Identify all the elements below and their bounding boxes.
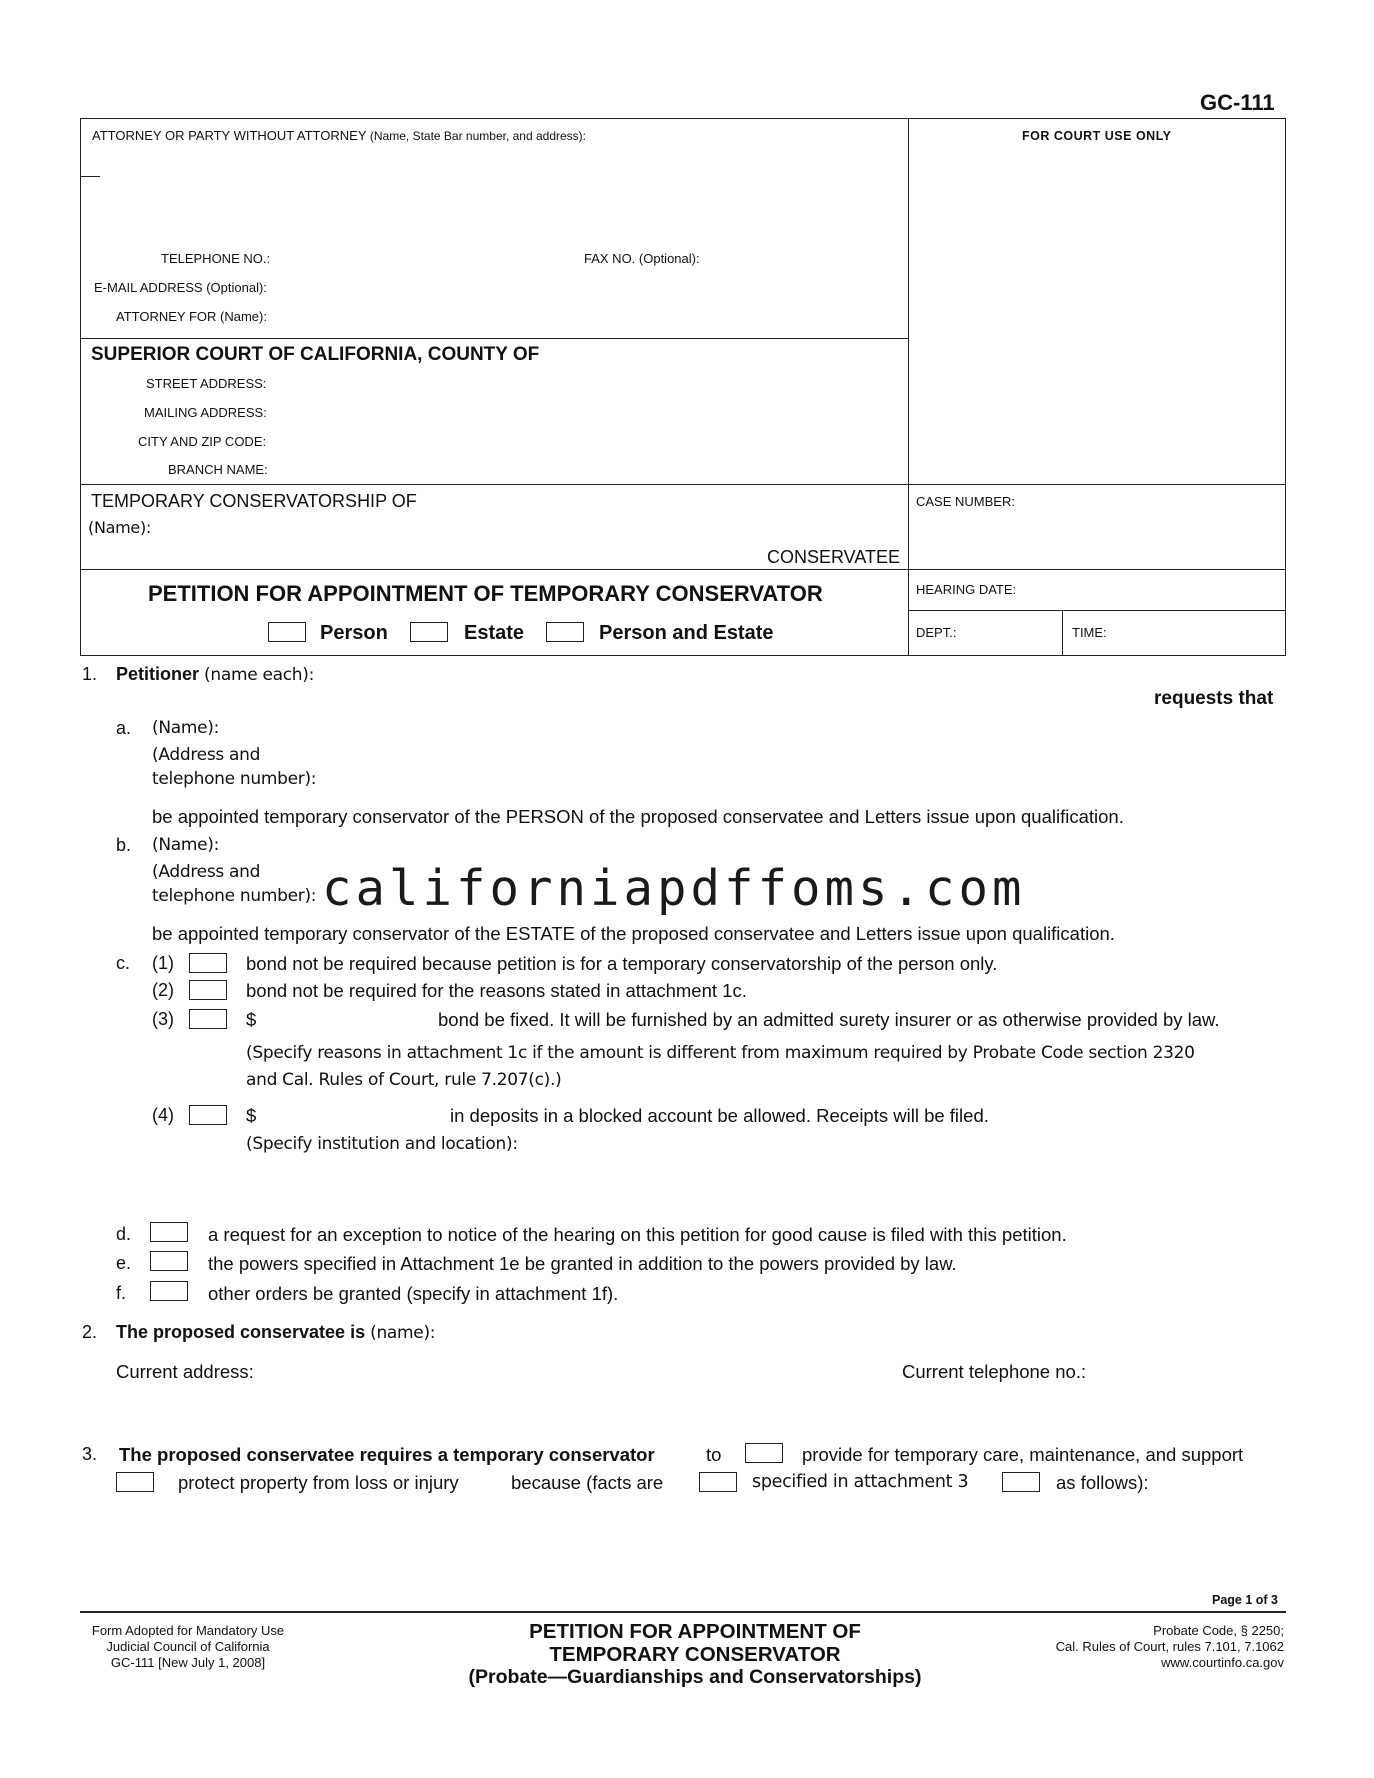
caption-name-label: (Name): <box>88 518 151 537</box>
estate-checkbox[interactable] <box>410 622 448 642</box>
footer-left <box>88 1623 288 1671</box>
item1c-letter: c. <box>116 953 131 973</box>
telephone-label: TELEPHONE NO.: <box>161 251 271 266</box>
case-number-label: CASE NUMBER: <box>916 494 1015 509</box>
item3-care-checkbox[interactable] <box>745 1443 783 1463</box>
current-address-label: Current address: <box>116 1361 254 1382</box>
item1b-text: be appointed temporary conservator of the ESTATE of the proposed conservatee and Letters issue upon qualification. <box>152 923 1115 944</box>
email-label: E-MAIL ADDRESS (Optional): <box>94 280 267 295</box>
page-number: Page 1 of 3 <box>1212 1593 1278 1607</box>
item1e-text: the powers specified in Attachment 1e be granted in addition to the powers provided by law. <box>208 1253 957 1274</box>
item1b-letter: b. <box>116 835 132 855</box>
item1f-text: other orders be granted (specify in attachment 1f). <box>208 1283 619 1304</box>
footer-right-line-3: www.courtinfo.ca.gov <box>1161 1655 1284 1670</box>
city-zip-label: CITY AND ZIP CODE: <box>138 434 267 449</box>
item2-heading <box>116 1322 435 1343</box>
attorney-label-text: ATTORNEY OR PARTY WITHOUT ATTORNEY <box>92 128 367 143</box>
item1c1-number: (1) <box>152 953 174 973</box>
footer-rule <box>80 1611 1286 1613</box>
item1c3-note-2: and Cal. Rules of Court, rule 7.207(c).) <box>246 1070 562 1090</box>
item1c2-checkbox[interactable] <box>189 980 227 1000</box>
item1-number: 1. <box>82 664 98 684</box>
caption-title: TEMPORARY CONSERVATORSHIP OF <box>91 491 417 511</box>
item1c2-text: bond not be required for the reasons stated in attachment 1c. <box>246 980 747 1001</box>
item1e-checkbox[interactable] <box>150 1251 188 1271</box>
item1c4-number: (4) <box>152 1105 174 1125</box>
footer-title-line-1: PETITION FOR APPOINTMENT OF <box>529 1620 861 1643</box>
item3-label: The proposed conservatee requires a temporary conservator <box>119 1444 655 1465</box>
person-checkbox[interactable] <box>268 622 306 642</box>
item1a-letter: a. <box>116 718 132 738</box>
footer-left-line-2: Judicial Council of California <box>106 1639 270 1654</box>
item2-number: 2. <box>82 1322 98 1342</box>
item1d-checkbox[interactable] <box>150 1222 188 1242</box>
estate-option-label: Estate <box>464 622 525 644</box>
item3-to: to <box>706 1444 722 1465</box>
person-and-estate-option-label: Person and Estate <box>599 622 774 644</box>
attorney-label-hint: (Name, State Bar number, and address): <box>369 129 586 143</box>
footer-left-line-3: GC-111 [New July 1, 2008] <box>110 1655 266 1670</box>
item1e-letter: e. <box>116 1253 132 1273</box>
item3-care-text: provide for temporary care, maintenance, and support <box>802 1444 1244 1465</box>
item1-label: Petitioner <box>116 664 200 684</box>
time-label: TIME: <box>1072 625 1107 640</box>
item1c4-text: in deposits in a blocked account be allowed. Receipts will be filed. <box>450 1105 989 1126</box>
requests-that: requests that <box>1154 688 1274 709</box>
attorney-for-label: ATTORNEY FOR (Name): <box>116 309 267 324</box>
item3-because: because (facts are <box>511 1472 664 1493</box>
attorney-label <box>92 128 586 143</box>
item3-as-follows-text: as follows): <box>1056 1472 1149 1493</box>
footer-right <box>1000 1623 1284 1671</box>
item3-as-follows-checkbox[interactable] <box>1002 1472 1040 1492</box>
caption-title-divider <box>80 569 1286 570</box>
dept-label: DEPT.: <box>916 625 957 640</box>
item1a-address-label-2: telephone number): <box>152 769 317 789</box>
item3-attachment-text: specified in attachment 3 <box>752 1472 969 1492</box>
footer-right-line-2: Cal. Rules of Court, rules 7.101, 7.1062 <box>1055 1639 1284 1654</box>
item3-attachment-checkbox[interactable] <box>699 1472 737 1492</box>
footer-title-line-3: (Probate—Guardianships and Conservatorships) <box>468 1666 922 1688</box>
dept-time-divider <box>1062 610 1063 656</box>
footer-title-line-2: TEMPORARY CONSERVATOR <box>549 1643 841 1666</box>
item1d-letter: d. <box>116 1224 132 1244</box>
item3-protect-checkbox[interactable] <box>116 1472 154 1492</box>
hearing-date-label: HEARING DATE: <box>916 582 1017 597</box>
person-and-estate-checkbox[interactable] <box>546 622 584 642</box>
item1a-name-label: (Name): <box>152 718 220 738</box>
header-divider <box>908 118 909 569</box>
fax-label: FAX NO. (Optional): <box>584 251 700 266</box>
item1c2-number: (2) <box>152 980 174 1000</box>
form-id: GC-111 <box>1200 90 1275 115</box>
item2-hint: (name): <box>370 1323 436 1343</box>
item1c4-dollar: $ <box>246 1105 257 1126</box>
item1c3-checkbox[interactable] <box>189 1009 227 1029</box>
attorney-court-divider <box>80 338 909 339</box>
mailing-label: MAILING ADDRESS: <box>144 405 267 420</box>
person-option-label: Person <box>320 622 388 644</box>
item1c4-note: (Specify institution and location): <box>246 1134 518 1154</box>
attorney-tick <box>80 176 100 177</box>
item1c3-number: (3) <box>152 1009 174 1029</box>
title-block-divider <box>908 569 909 656</box>
hearing-divider <box>908 610 1286 611</box>
court-caption-divider <box>80 484 1286 485</box>
item1c1-checkbox[interactable] <box>189 953 227 973</box>
petition-title: PETITION FOR APPOINTMENT OF TEMPORARY CONSERVATOR <box>148 581 823 606</box>
item1f-checkbox[interactable] <box>150 1281 188 1301</box>
current-telephone-label: Current telephone no.: <box>902 1361 1087 1382</box>
item1f-letter: f. <box>116 1283 127 1303</box>
court-use-label: FOR COURT USE ONLY <box>1022 129 1172 143</box>
item3-protect-text: protect property from loss or injury <box>178 1472 459 1493</box>
item1c3-dollar: $ <box>246 1009 257 1030</box>
item1c4-checkbox[interactable] <box>189 1105 227 1125</box>
item1c1-text: bond not be required because petition is for a temporary conservatorship of the person only. <box>246 953 998 974</box>
item2-label: The proposed conservatee is <box>116 1322 366 1342</box>
conservatee-label: CONSERVATEE <box>767 547 901 567</box>
item1c3-text: bond be fixed. It will be furnished by an admitted surety insurer or as otherwise provided by law. <box>438 1009 1220 1030</box>
item1-heading <box>116 664 314 685</box>
item1a-text: be appointed temporary conservator of the PERSON of the proposed conservatee and Letters issue upon qualification. <box>152 806 1124 827</box>
item1a-address-label-1: (Address and <box>152 745 261 765</box>
item1b-address-label-2: telephone number): <box>152 886 317 906</box>
item1-hint: (name each): <box>204 665 315 685</box>
item1d-text: a request for an exception to notice of the hearing on this petition for good cause is filed with this petition. <box>208 1224 1067 1245</box>
item1b-address-label-1: (Address and <box>152 862 261 882</box>
branch-label: BRANCH NAME: <box>168 462 268 477</box>
footer-title <box>440 1620 950 1689</box>
watermark: californiapdffoms.com <box>322 860 1026 917</box>
street-label: STREET ADDRESS: <box>146 376 267 391</box>
item1c3-note-1: (Specify reasons in attachment 1c if the amount is different from maximum required by Probate Code section 2320 <box>246 1043 1195 1063</box>
footer-left-line-1: Form Adopted for Mandatory Use <box>91 1623 285 1638</box>
court-title: SUPERIOR COURT OF CALIFORNIA, COUNTY OF <box>91 344 540 365</box>
item1b-name-label: (Name): <box>152 835 220 855</box>
item3-number: 3. <box>82 1444 98 1464</box>
footer-right-line-1: Probate Code, § 2250; <box>1153 1623 1284 1638</box>
